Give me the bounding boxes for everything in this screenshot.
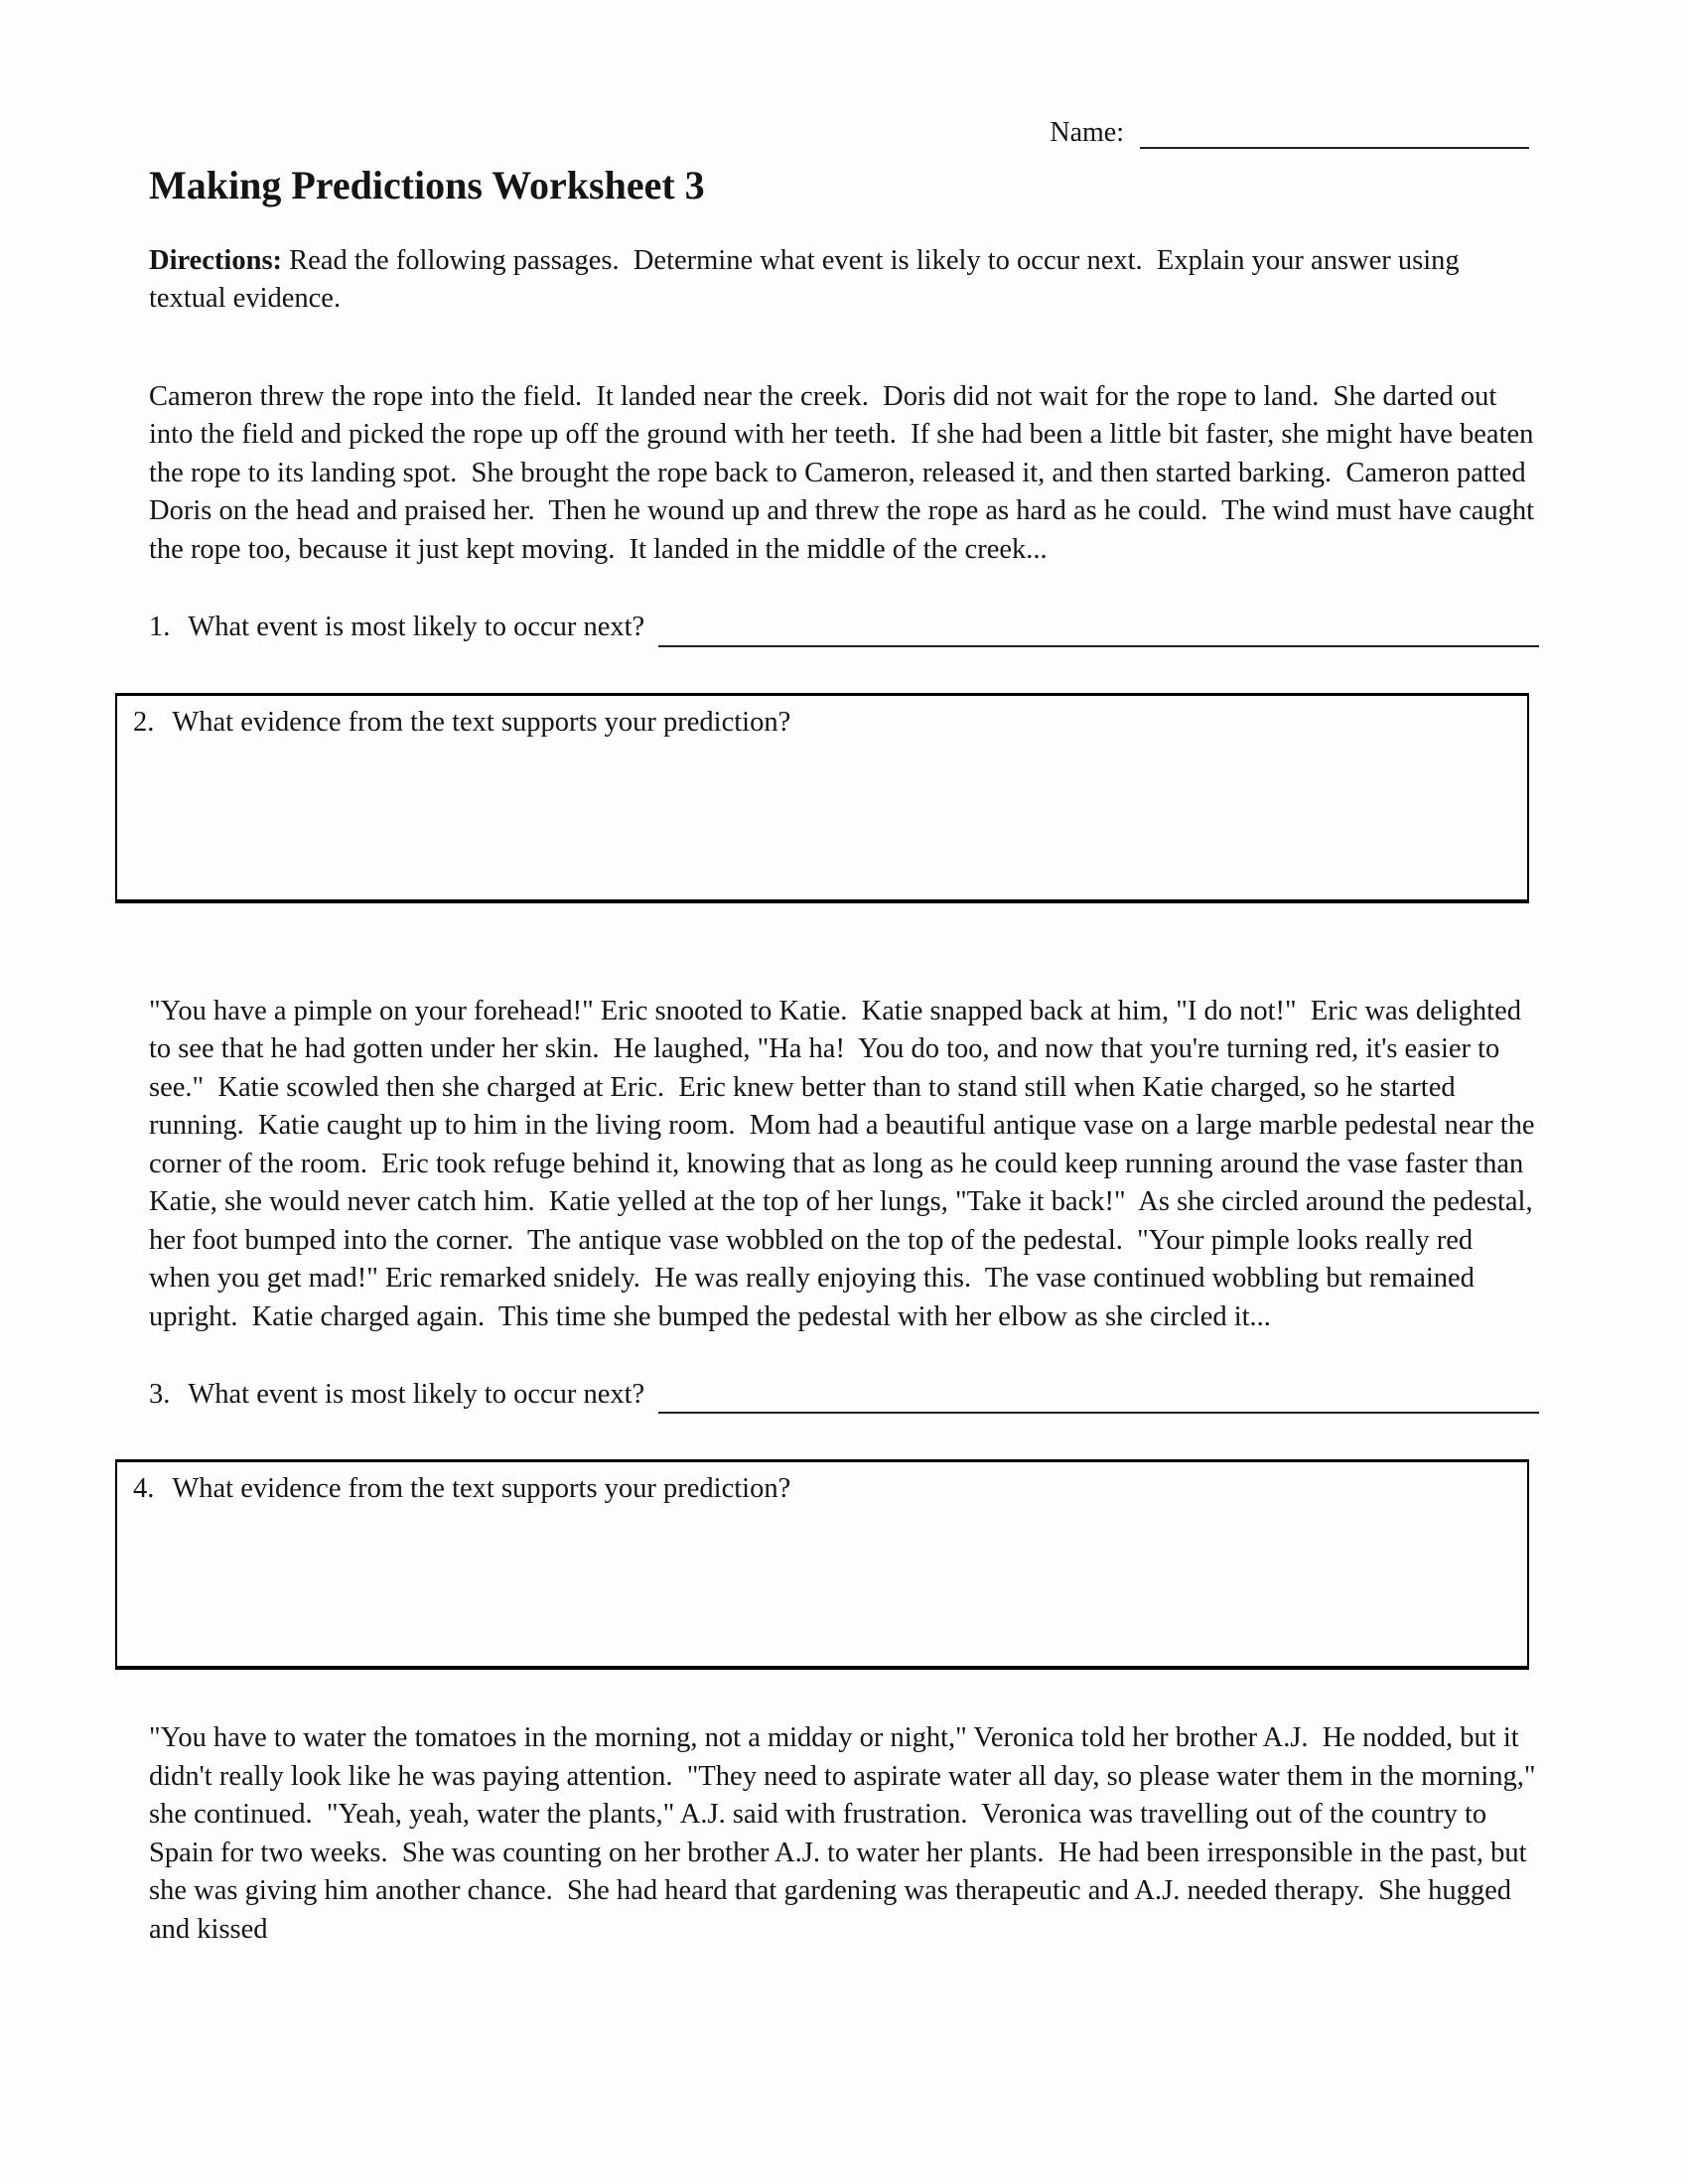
question-2-answer-box[interactable] [115,693,1529,903]
question-2-number: 2. [133,706,155,738]
question-1-label: What event is most likely to occur next? [188,612,645,643]
name-row [0,0,1688,149]
passage-1: Cameron threw the rope into the field. It landed near the creek. Doris did not wait for the rope to land. She darted out into the field and picked the rope up off the ground with her teeth. If she had been a little bit faster, she might have beaten the rope to its landing spot. She brought the rope back to Cameron, released it, and then started barking. Cameron patted Doris on the head and praised her. Then he wound up and threw the rope as hard as he could. The wind must have caught the rope too, because it just kept moving. It landed in the middle of the creek... [149,380,1542,565]
name-blank[interactable] [1140,115,1529,149]
passage-2: "You have a pimple on your forehead!" Eric snooted to Katie. Katie snapped back at him, "I do not!" Eric was delighted to see that he had gotten under her skin. He laughed, "Ha ha! You do too, and now that you're turning red, it's easier to see." Katie scowled then she charged at Eric. Eric knew better than to stand still when Katie charged, so he started running. Katie caught up to him in the living room. Mom had a beautiful antique vase on a large marble pedestal near the corner of the room. Eric took refuge behind it, knowing that as long as he could keep running around the vase faster than Katie, she would never catch him. Katie yelled at the top of her lungs, "Take it back!" As she circled around the pedestal, her foot bumped into the corner. The antique vase wobbled on the top of the pedestal. "Your pimple looks really red when you get mad!" Eric remarked snidely. He was really enjoying this. The vase continued wobbling but remained upright. Katie charged again. This time she bumped the pedestal with her elbow as she circled it... [149,995,1542,1332]
question-4-number: 4. [133,1473,155,1505]
directions-label: Directions: [149,245,283,276]
directions-text: Read the following passages. Determine what event is likely to occur next. Explain your answer using textual evidence. [149,245,1467,315]
question-1-row [149,609,1539,646]
question-4-row [133,1470,1511,1508]
question-1-number: 1. [149,612,171,643]
question-2-row [133,704,1511,742]
question-4-label: What evidence from the text supports your prediction? [172,1473,791,1505]
question-3-answer-blank[interactable] [658,1376,1539,1414]
question-4-answer-box[interactable] [115,1459,1529,1670]
passage-3: "You have to water the tomatoes in the morning, not a midday or night," Veronica told her brother A.J. He nodded, but it didn't really look like he was paying attention. "They need to aspirate water all day, so please water them in the morning," she continued. "Yeah, yeah, water the plants," A.J. said with frustration. Veronica was travelling out of the country to Spain for two weeks. She was counting on her brother A.J. to water her plants. He had been irresponsible in the past, but she was giving him another chance. She had heard that gardening was therapeutic and A.J. needed therapy. She hugged and kissed [149,1722,1543,1945]
question-3-number: 3. [149,1378,171,1410]
page-title: Making Predictions Worksheet 3 [149,163,705,207]
question-1-answer-blank[interactable] [658,610,1539,647]
question-2-label: What evidence from the text supports your prediction? [172,706,791,738]
question-3-row [149,1376,1539,1414]
directions [149,242,1539,319]
name-label: Name: [1050,117,1124,148]
question-3-label: What event is most likely to occur next? [188,1378,645,1410]
